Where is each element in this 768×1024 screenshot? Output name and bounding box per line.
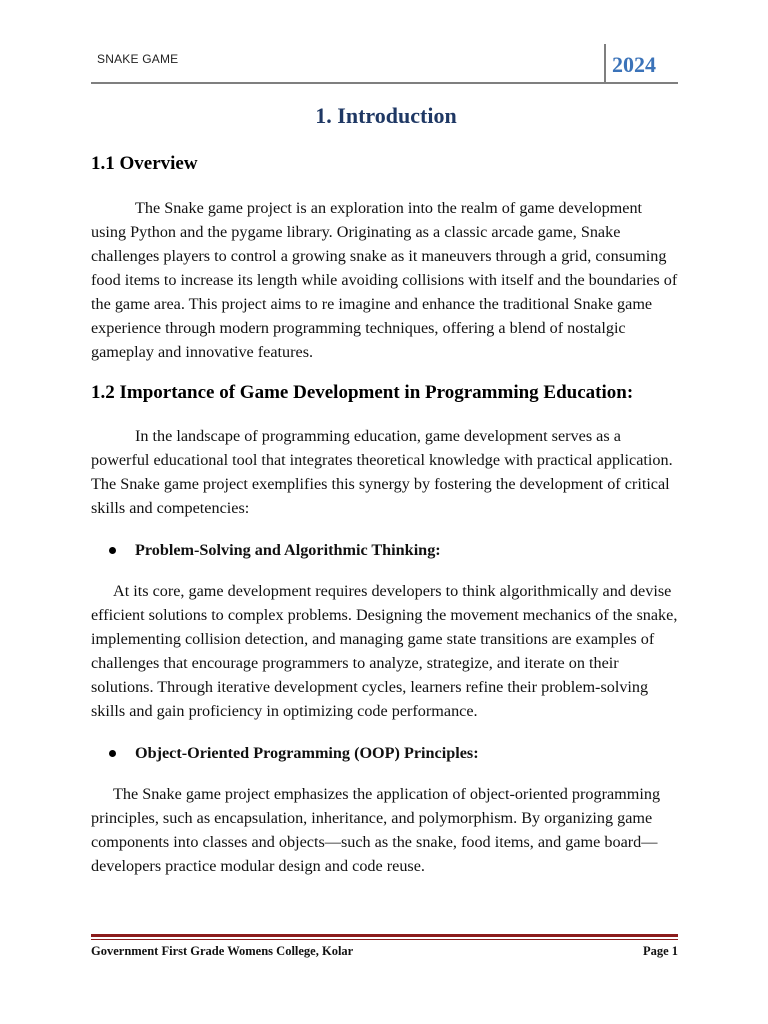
header-year: 2024: [612, 52, 656, 77]
page-header: [91, 44, 678, 84]
bullet-problem-solving: [91, 538, 681, 562]
importance-paragraph: In the landscape of programming education, game development serves as a powerful educational tool that integrates theoretical knowledge with practical application. The Snake game project exemplifies this synergy by fostering the development of critical skills and competencies:: [91, 427, 673, 517]
problem-solving-paragraph: At its core, game development requires developers to think algorithmically and devise efficient solutions to complex problems. Designing the movement mechanics of the snake, implementing collision detection, and managing game state transitions are examples of challenges that encourage programmers to analyze, strategize, and iterate on their solutions. Through iterative development cycles, learners refine their problem-solving skills and gain proficiency in optimizing code performance.: [91, 582, 678, 720]
page-title: 1. Introduction: [315, 103, 457, 128]
bullet-dot-icon: [109, 547, 116, 554]
page-body: [91, 98, 681, 878]
footer-rule-thin: [91, 939, 678, 940]
bullet-dot-icon: [109, 750, 116, 757]
footer-institution: Government First Grade Womens College, Kolar: [91, 944, 354, 958]
page-number: Page 1: [642, 944, 678, 958]
bullet-label: Object-Oriented Programming (OOP) Principles:: [135, 744, 479, 762]
overview-paragraph: The Snake game project is an exploration into the realm of game development using Python and the pygame library. Originating as a classic arcade game, Snake challenges players to control a growing snake as it maneuvers through a grid, consuming food items to increase its length while avoiding collisions with itself and the boundaries of the game area. This project aims to re imagine and enhance the traditional Snake game experience through modern programming techniques, offering a blend of nostalgic gameplay and innovative features.: [91, 199, 678, 361]
oop-paragraph: The Snake game project emphasizes the application of object-oriented programming principles, such as encapsulation, inheritance, and polymorphism. By organizing game components into classes and objects—such as the snake, food items, and game board—developers practice modular design and code reuse.: [91, 785, 661, 875]
header-title: SNAKE GAME: [97, 52, 179, 66]
bullet-oop: [91, 741, 681, 765]
section-heading-importance: 1.2 Importance of Game Development in Programming Education:: [91, 382, 634, 403]
section-heading-overview: 1.1 Overview: [91, 153, 198, 174]
header-divider: [604, 44, 606, 84]
page-footer: [91, 934, 678, 959]
footer-rule: [91, 934, 678, 937]
header-rule: [91, 82, 678, 84]
bullet-label: Problem-Solving and Algorithmic Thinking:: [135, 541, 441, 559]
